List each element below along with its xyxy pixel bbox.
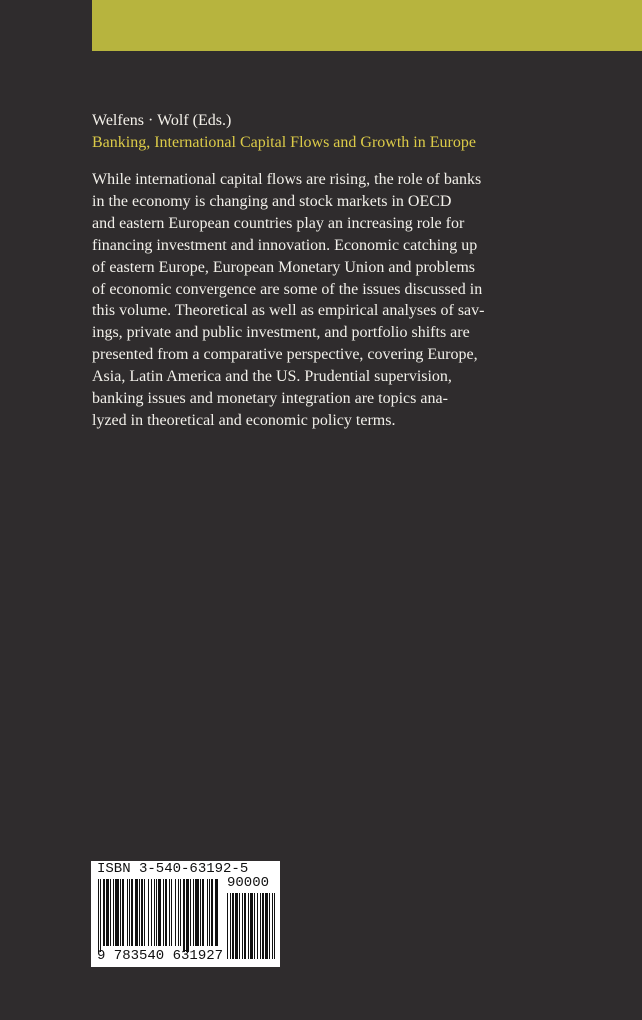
description-line: ings, private and public investment, and portfolio shifts are [92, 324, 470, 342]
barcode-bar [129, 879, 130, 946]
description-line: of eastern Europe, European Monetary Union and problems [92, 258, 475, 276]
description-line: this volume. Theoretical as well as empirical analyses of sav- [92, 302, 485, 320]
barcode-bar [158, 879, 161, 946]
ean-barcode-bars [98, 879, 218, 952]
ean-digits: 9 783540 631927 [97, 948, 224, 964]
barcode-bar [209, 879, 210, 946]
barcode-bar [193, 879, 194, 946]
barcode-bar [195, 879, 199, 946]
isbn-label: ISBN 3-540-63192-5 [97, 861, 249, 877]
description-line: of economic convergence are some of the issues discussed in [92, 280, 483, 298]
barcode-bar [180, 879, 181, 946]
barcode-bar [190, 879, 191, 946]
cover-top-band [92, 0, 642, 51]
barcode-bar [148, 879, 149, 946]
barcode-bar [139, 879, 140, 946]
barcode-bar [115, 879, 119, 946]
barcode-bar [257, 893, 258, 959]
description-line: Asia, Latin America and the US. Prudential supervision, [92, 368, 452, 386]
barcode-bar [269, 893, 270, 959]
description-line: lyzed in theoretical and economic policy terms. [92, 411, 396, 429]
barcode-bar [183, 879, 185, 952]
description-line: While international capital flows are rising, the role of banks [92, 171, 482, 188]
barcode-bar [178, 879, 179, 946]
barcode-bar [131, 879, 133, 946]
barcode-bar [165, 879, 167, 946]
barcode-bar [200, 879, 201, 946]
barcode-bar [113, 879, 114, 946]
barcode-bar [171, 879, 172, 946]
description-line: financing investment and innovation. Economic catching up [92, 236, 478, 254]
barcode-bar [248, 893, 249, 959]
barcode-bar [151, 879, 152, 946]
barcode-bar [262, 893, 264, 959]
barcode-bar [169, 879, 170, 946]
barcode-bar [272, 893, 273, 959]
barcode-bar [202, 879, 204, 946]
barcode-bar [98, 879, 99, 952]
barcode-bar [274, 893, 275, 959]
barcode-bar [100, 879, 101, 952]
description-line: and eastern European countries play an increasing role for [92, 214, 465, 232]
description-line: presented from a comparative perspective, covering Europe, [92, 346, 478, 364]
barcode-bar [120, 879, 121, 946]
barcode-bar [106, 879, 109, 946]
description-line: in the economy is changing and stock markets in OECD [92, 192, 452, 210]
book-title: Banking, International Capital Flows and Growth in Europe [92, 134, 476, 151]
barcode-bar [135, 879, 138, 946]
barcode-bar [122, 879, 124, 946]
authors-line: Welfens · Wolf (Eds.) [92, 112, 232, 129]
barcode-bar [215, 879, 218, 946]
barcode-bar [265, 893, 268, 959]
barcode-bar [254, 893, 255, 959]
isbn-barcode [91, 861, 280, 967]
barcode-bar [163, 879, 164, 946]
barcode-bar [230, 893, 231, 959]
barcode-bar [110, 879, 111, 946]
barcode-bar [239, 893, 240, 959]
barcode-bar [127, 879, 128, 946]
addon-barcode-bars [227, 893, 275, 965]
barcode-bar [103, 879, 105, 946]
barcode-bar [242, 893, 243, 959]
barcode-bar [260, 893, 261, 959]
book-description [92, 169, 512, 432]
barcode-bar [227, 893, 228, 959]
description-line: banking issues and monetary integration are topics ana- [92, 390, 448, 408]
barcode-bar [154, 879, 155, 946]
barcode-bar [211, 879, 213, 946]
barcode-bar [186, 879, 189, 952]
barcode-bar [244, 893, 246, 959]
barcode-bar [207, 879, 208, 946]
barcode-bar [232, 893, 234, 959]
barcode-bar [175, 879, 176, 946]
addon-code: 90000 [227, 875, 270, 891]
barcode-bar [156, 879, 157, 946]
barcode-bar [144, 879, 145, 946]
barcode-bar [250, 893, 253, 959]
barcode-bar [141, 879, 143, 946]
barcode-bar [235, 893, 238, 959]
